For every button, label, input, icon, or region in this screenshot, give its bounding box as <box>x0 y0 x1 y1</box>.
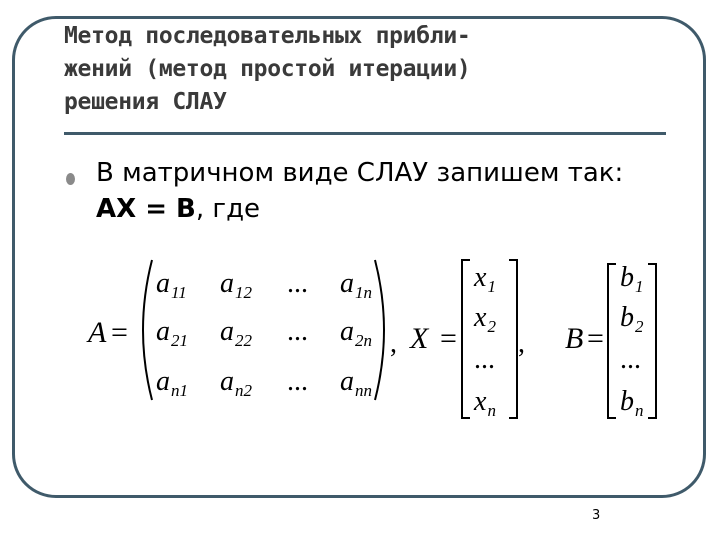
comma: , <box>518 328 525 359</box>
matrix-a-left-paren <box>143 260 152 400</box>
matrix-a-entries <box>156 268 372 400</box>
matrix-a-entry: $a_{nn}$ <box>340 366 372 400</box>
vector-b-symbol: B <box>565 322 584 355</box>
comma: , <box>390 328 397 359</box>
matrix-a-entry: $a_{n2}$ <box>220 366 252 400</box>
vector-x-entry: $x_1$ <box>474 262 496 296</box>
vector-b-right-bracket <box>648 264 656 418</box>
matrix-a-entry: ... <box>287 268 308 299</box>
title-line: Метод последовательных прибли- <box>64 23 471 49</box>
title-line: жений (метод простой итерации) <box>64 56 471 82</box>
bullet-text-line: В матричном виде СЛАУ запишем так: <box>96 158 624 188</box>
vector-x-symbol: X <box>410 322 429 355</box>
title-line: решения СЛАУ <box>64 89 227 115</box>
matrix-a-entry: $a_{2n}$ <box>340 316 372 350</box>
matrix-a-symbol: A <box>88 316 107 349</box>
equation-ax-b: AX = B <box>96 194 196 224</box>
matrix-a-entry: $a_{n1}$ <box>156 366 188 400</box>
equals-sign: = <box>587 322 604 355</box>
matrix-a-entry: $a_{22}$ <box>220 316 252 350</box>
equals-sign: = <box>440 322 457 355</box>
equals-sign: = <box>111 316 128 349</box>
matrix-a-entry: $a_{21}$ <box>156 316 188 350</box>
vector-x-entries <box>473 262 496 420</box>
vector-x-left-bracket <box>462 260 470 418</box>
vector-b-entry: $b_1$ <box>620 262 644 296</box>
matrix-a-entry: $a_{1n}$ <box>340 268 372 302</box>
vector-b-left-bracket <box>608 264 616 418</box>
vector-b-entry: ... <box>620 344 641 375</box>
bullet-text-tail: , где <box>195 194 261 224</box>
vector-x-right-bracket <box>509 260 517 418</box>
vector-x-entry: $x_2$ <box>474 302 496 336</box>
matrix-a-entry: $a_{11}$ <box>156 268 187 302</box>
vector-x-entry: $x_n$ <box>474 386 496 420</box>
vector-x-entry: ... <box>474 344 495 375</box>
page-number: 3 <box>592 508 601 523</box>
matrix-a-entry: ... <box>287 316 308 347</box>
matrix-a-entry: $a_{12}$ <box>220 268 252 302</box>
matrix-a-entry: ... <box>287 366 308 397</box>
matrix-a-right-paren <box>375 260 384 400</box>
vector-b-entry: $b_n$ <box>620 386 644 420</box>
vector-b-entry: $b_2$ <box>620 302 644 336</box>
vector-b-entries <box>620 262 644 420</box>
